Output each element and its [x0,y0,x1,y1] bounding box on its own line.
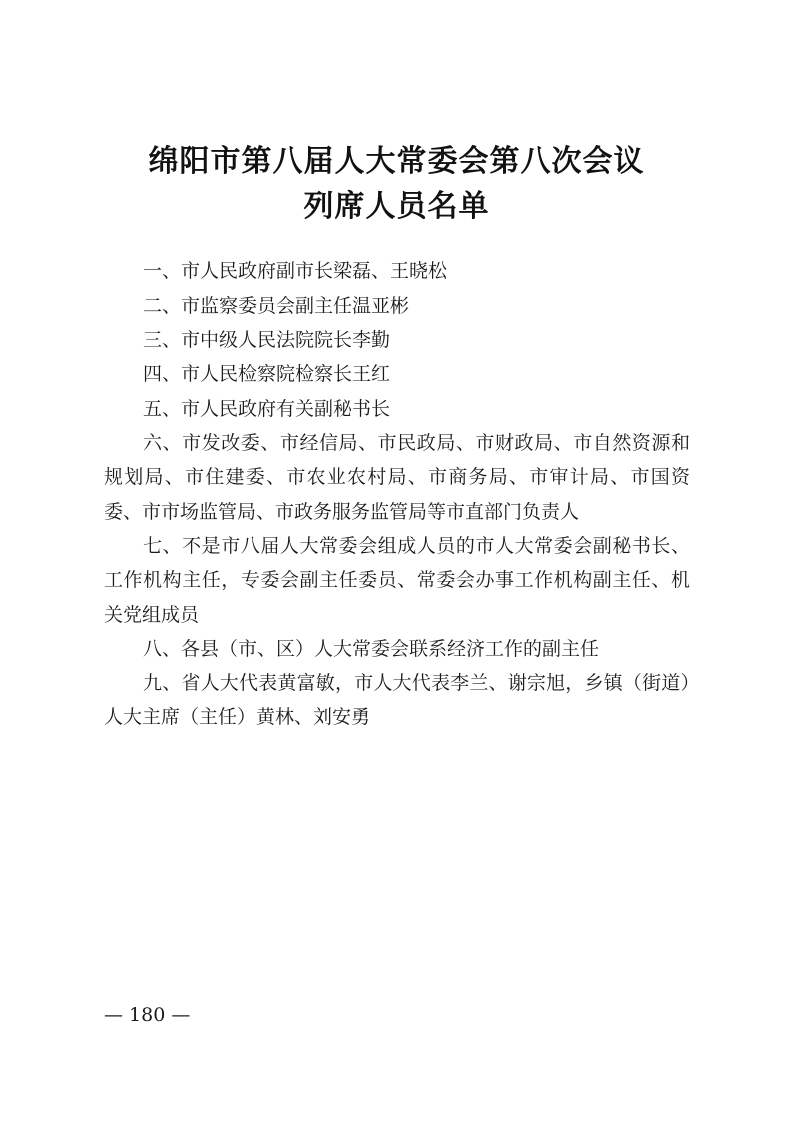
list-item-6: 六、市发改委、市经信局、市民政局、市财政局、市自然资源和规划局、市住建委、市农业农村局、市商务局、市审计局、市国资委、市市场监管局、市政务服务监管局等市直部门负责人 [104,432,690,523]
list-item-4: 四、市人民检察院检察长王红 [143,363,391,385]
list-item-5: 五、市人民政府有关副秘书长 [143,398,391,420]
list-item-7: 七、不是市八届人大常委会组成人员的市人大常委会副秘书长、工作机构主任，专委会副主任委员、常委会办事工作机构副主任、机关党组成员 [104,535,690,626]
list-item-9: 九、省人大代表黄富敏，市人大代表李兰、谢宗旭，乡镇（街道）人大主席（主任）黄林、刘安勇 [104,672,690,729]
list-item-1: 一、市人民政府副市长梁磊、王晓松 [143,260,448,282]
document-title-line-2: 列席人员名单 [303,189,490,224]
document-title-line-1: 绵阳市第八届人大常委会第八次会议 [148,144,645,179]
list-item-8: 八、各县（市、区）人大常委会联系经济工作的副主任 [143,638,600,660]
list-item-2: 二、市监察委员会副主任温亚彬 [143,295,410,317]
page-number: — 180 — [104,1004,191,1026]
list-item-3: 三、市中级人民法院院长李勤 [143,329,391,351]
